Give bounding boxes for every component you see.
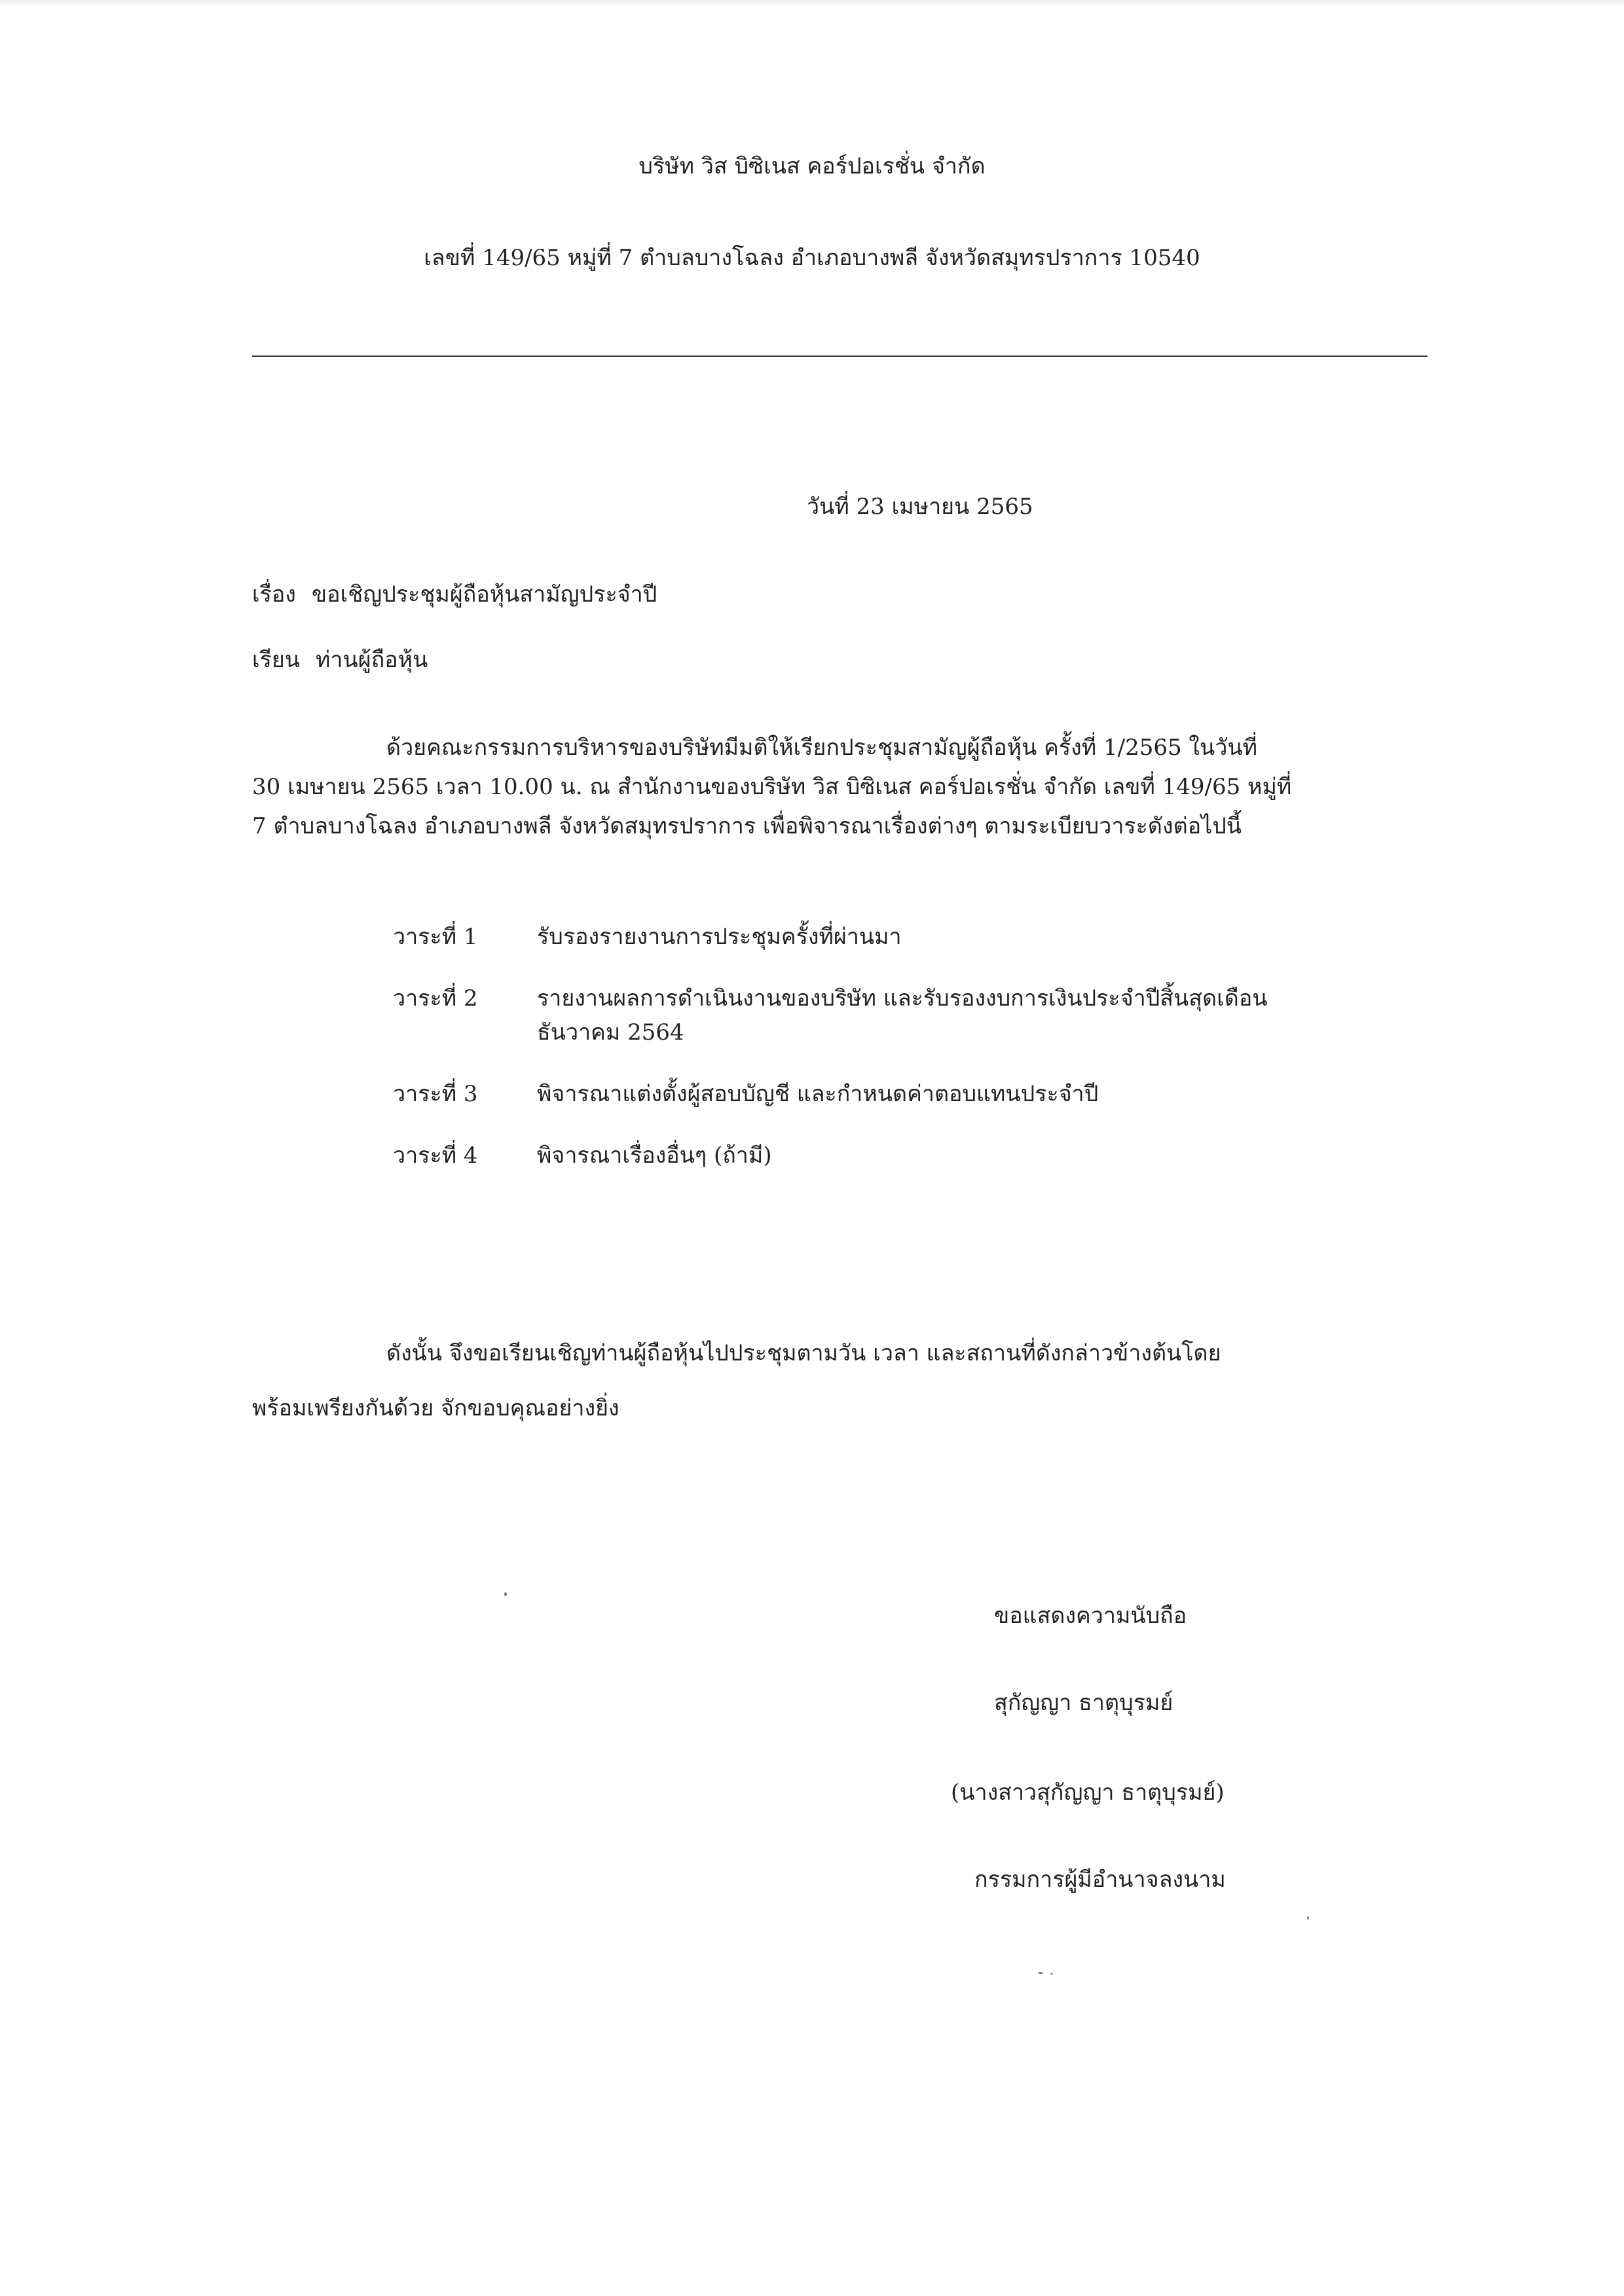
company-name: บริษัท วิส บิซิเนส คอร์ปอเรชั่น จำกัด (638, 153, 986, 179)
agenda-number: วาระที่ 2 (393, 985, 478, 1011)
recipient-label: เรียน (252, 647, 301, 673)
agenda-text: พิจารณาแต่งตั้งผู้สอบบัญชี และกำหนดค่าตอบแทนประจำปี (537, 1081, 1099, 1107)
agenda-item (393, 920, 1414, 954)
letter-date: วันที่ 23 เมษายน 2565 (807, 494, 1033, 520)
body-line-3: 7 ตำบลบางโฉลง อำเภอบางพลี จังหวัดสมุทรปราการ เพื่อพิจารณาเรื่องต่างๆ ตามระเบียบวาระดังต่อไปนี้ (252, 813, 1242, 839)
agenda-text: รับรองรายงานการประชุมครั้งที่ผ่านมา (537, 924, 902, 950)
agenda-text: พิจารณาเรื่องอื่นๆ (ถ้ามี) (537, 1142, 772, 1169)
agenda-item (393, 1077, 1414, 1111)
agenda-text: รายงานผลการดำเนินงานของบริษัท และรับรองงบการเงินประจำปีสิ้นสุดเดือน ธันวาคม 2564 (537, 985, 1268, 1046)
scan-edge (0, 0, 1624, 7)
agenda-number: วาระที่ 1 (393, 924, 478, 950)
body-paragraph (252, 728, 1424, 846)
agenda-item (393, 981, 1414, 1049)
recipient-line (252, 643, 428, 677)
agenda-number: วาระที่ 3 (393, 1081, 478, 1107)
body-line-1: ด้วยคณะกรรมการบริหารของบริษัทมีมติให้เรียกประชุมสามัญผู้ถือหุ้น ครั้งที่ 1/2565 ในวันที่ (386, 735, 1258, 761)
signatory-position: กรรมการผู้มีอำนาจลงนาม (974, 1867, 1226, 1893)
body-line-2: 30 เมษายน 2565 เวลา 10.00 น. ณ สำนักงานของบริษัท วิส บิซิเนส คอร์ปอเรชั่น จำกัด เลขที่ 149/65 หมู่ที่ (252, 774, 1292, 800)
closing-paragraph (252, 1326, 1424, 1436)
closing-line-2: พร้อมเพรียงกันด้วย จักขอบคุณอย่างยิ่ง (252, 1395, 619, 1421)
header-divider (252, 355, 1428, 357)
recipient-text: ท่านผู้ถือหุ้น (316, 647, 428, 673)
closing-line-1: ดังนั้น จึงขอเรียนเชิญท่านผู้ถือหุ้นไปประชุมตามวัน เวลา และสถานที่ดังกล่าวข้างต้นโดย (386, 1340, 1221, 1366)
scan-speck (1307, 1916, 1309, 1920)
complimentary-close: ขอแสดงความนับถือ (994, 1603, 1187, 1629)
signatory-name: (นางสาวสุกัญญา ธาตุบุรมย์) (951, 1779, 1225, 1806)
agenda-item (393, 1139, 1414, 1173)
company-address: เลขที่ 149/65 หมู่ที่ 7 ตำบลบางโฉลง อำเภอบางพลี จังหวัดสมุทรปราการ 10540 (424, 245, 1200, 271)
scan-speck (504, 1592, 507, 1596)
scan-speck (1050, 1973, 1053, 1975)
agenda-list (393, 920, 1414, 1200)
agenda-number: วาระที่ 4 (393, 1142, 478, 1169)
subject-line (252, 577, 657, 611)
scan-speck (1038, 1972, 1043, 1974)
signature: สุกัญญา ธาตุบุรมย์ (994, 1690, 1173, 1716)
subject-text: ขอเชิญประชุมผู้ถือหุ้นสามัญประจำปี (311, 581, 657, 608)
subject-label: เรื่อง (252, 581, 296, 608)
